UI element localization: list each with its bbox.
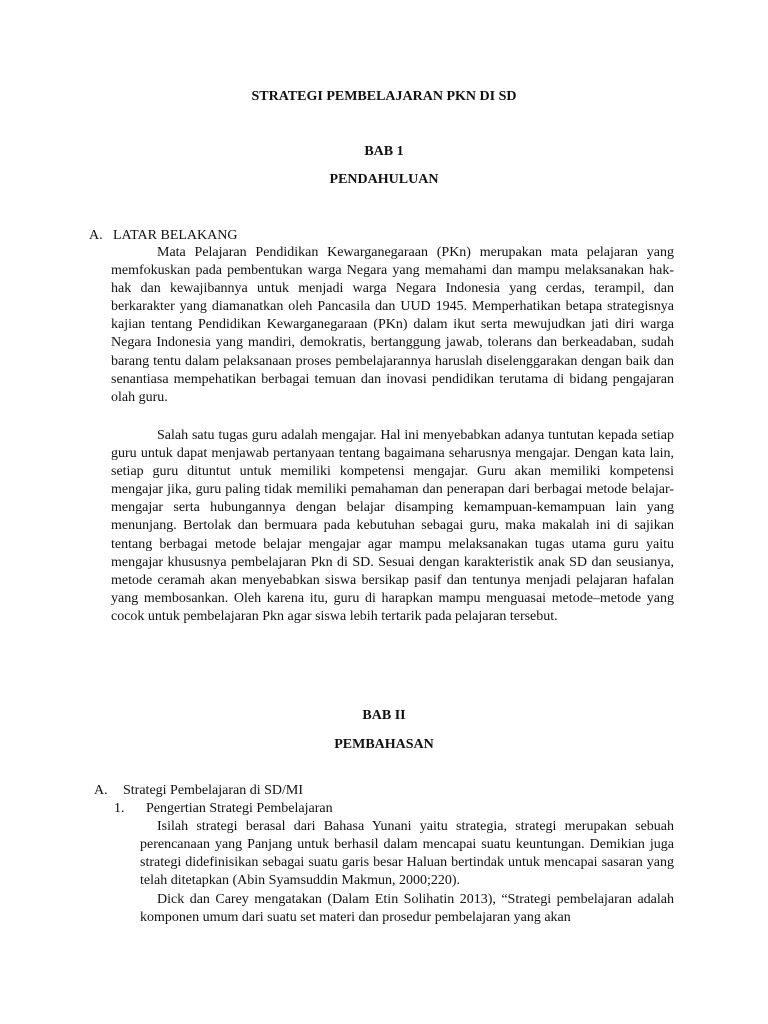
section-letter: A.: [89, 228, 103, 243]
section-title: Strategi Pembelajaran di SD/MI: [123, 783, 304, 798]
chapter-2-label: BAB II: [362, 708, 406, 723]
section-heading-strategi: [94, 782, 303, 800]
subsection-heading-pengertian: [114, 800, 333, 818]
paragraph-latar-belakang-1: Mata Pelajaran Pendidikan Kewarganegaraan (PKn) merupakan mata pelajaran yang memfokuskan pada pembentukan warga Negara yang memahami dan mampu melaksanakan hak-hak dan kewajibannya untuk menjadi warga Negara Indonesia yang cerdas, terampil, dan berkarakter yang diamanatkan oleh Pancasila dan UUD 1945. Memperhatikan betapa strategisnya kajian tentang Pendidikan Kewarganegaraan (PKn) dalam ikut serta mewujudkan jati diri warga Negara Indonesia yang mandiri, demokratis, bertanggung jawab, tolerans dan berkeadaban, sudah barang tentu dalam pelaksanaan proses pembelajarannya haruslah diselenggarakan dengan baik dan senantiasa mempehatikan berbagai temuan dan inovasi pendidikan terutama di bidang pengajaran olah guru.: [111, 245, 674, 405]
paragraph-latar-belakang-2: Salah satu tugas guru adalah mengajar. Hal ini menyebabkan adanya tuntutan kepada setiap guru untuk dapat menjawab pertanyaan tentang bagaimana seharusnya mengajar. Dengan kata lain, setiap guru dituntut untuk memiliki kompetensi mengajar. Guru akan memiliki kompetensi mengajar jika, guru paling tidak memiliki pemahaman dan penerapan dari berbagai metode belajar- mengajar serta hubungannya dengan belajar disamping kemampuan-kemampuan lain yang menunjang. Bertolak dan bermuara pada kebutuhan sebagai guru, maka makalah ini di sajikan tentang berbagai metode belajar mengajar agar mampu melaksanakan tugas utama guru yaitu mengajar khususnya pembelajaran Pkn di SD. Sesuai dengan karakteristik anak SD dan seusianya, metode ceramah akan menyebabkan siswa bersikap pasif dan tentunya menjadi pelajaran hafalan yang membosankan. Oleh karena itu, guru di harapkan mampu menguasai metode–metode yang cocok untuk pembelajaran Pkn agar siswa lebih tertarik pada pelajaran tersebut.: [111, 428, 674, 624]
chapter-1-name: PENDAHULUAN: [329, 172, 439, 187]
paragraph-pengertian-2: Dick dan Carey mengatakan (Dalam Etin Solihatin 2013), “Strategi pembelajaran adalah komponen umum dari suatu set materi dan prosedur pembelajaran yang akan: [140, 892, 674, 926]
subsection-number: 1.: [114, 801, 125, 816]
subsection-title: Pengertian Strategi Pembelajaran: [146, 801, 333, 816]
chapter-1-label: BAB 1: [364, 144, 404, 159]
chapter-2-name: PEMBAHASAN: [334, 737, 434, 752]
section-letter: A.: [94, 783, 108, 798]
paragraph-pengertian-1: Isilah strategi berasal dari Bahasa Yunani yaitu strategia, strategi merupakan sebuah perencanaan yang Panjang untuk berhasil dalam mencapai suatu keuntungan. Demikian juga strategi didefinisikan sebagai suatu garis besar Haluan bertindak untuk mencapai sasaran yang telah ditetapkan (Abin Syamsuddin Makmun, 2000;220).: [140, 819, 674, 889]
document-title: STRATEGI PEMBELAJARAN PKN DI SD: [251, 89, 517, 104]
section-heading-latar-belakang: [89, 227, 237, 245]
section-title: LATAR BELAKANG: [113, 228, 238, 243]
